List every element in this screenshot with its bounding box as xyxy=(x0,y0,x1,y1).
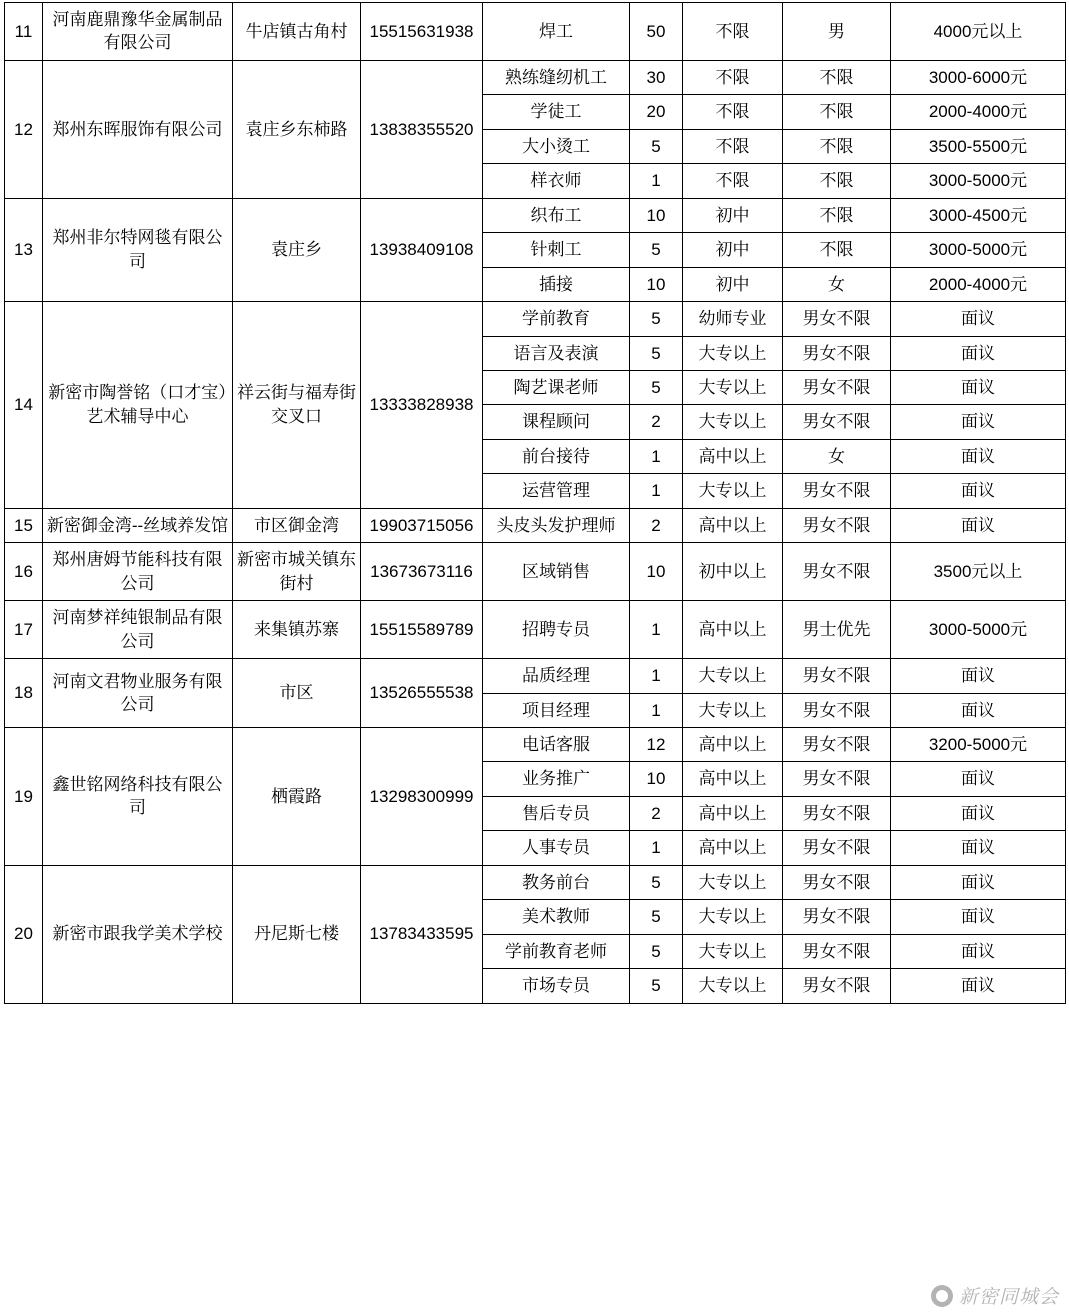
cell-salary: 3000-4500元 xyxy=(891,198,1066,232)
cell-gender: 女 xyxy=(783,267,891,301)
cell-num: 5 xyxy=(630,336,683,370)
cell-num: 20 xyxy=(630,95,683,129)
cell-num: 1 xyxy=(630,601,683,659)
cell-company: 河南梦祥纯银制品有限公司 xyxy=(43,601,233,659)
cell-gender: 男女不限 xyxy=(783,796,891,830)
cell-num: 1 xyxy=(630,693,683,727)
cell-edu: 幼师专业 xyxy=(683,302,783,336)
cell-num: 10 xyxy=(630,543,683,601)
cell-address: 牛店镇古角村 xyxy=(233,3,361,61)
cell-num: 5 xyxy=(630,129,683,163)
cell-no: 20 xyxy=(5,865,43,1003)
cell-job: 电话客服 xyxy=(483,727,630,761)
cell-gender: 不限 xyxy=(783,95,891,129)
table-row xyxy=(5,3,1066,61)
cell-job: 业务推广 xyxy=(483,762,630,796)
cell-company: 郑州东晖服饰有限公司 xyxy=(43,60,233,198)
cell-salary: 面议 xyxy=(891,969,1066,1003)
cell-phone: 13673673116 xyxy=(361,543,483,601)
cell-gender: 男女不限 xyxy=(783,659,891,693)
cell-num: 30 xyxy=(630,60,683,94)
cell-phone: 13938409108 xyxy=(361,198,483,301)
cell-num: 5 xyxy=(630,233,683,267)
cell-gender: 不限 xyxy=(783,233,891,267)
cell-job: 样衣师 xyxy=(483,164,630,198)
cell-job: 美术教师 xyxy=(483,900,630,934)
cell-no: 12 xyxy=(5,60,43,198)
cell-num: 5 xyxy=(630,865,683,899)
cell-salary: 面议 xyxy=(891,762,1066,796)
cell-job: 插接 xyxy=(483,267,630,301)
cell-job: 熟练缝纫机工 xyxy=(483,60,630,94)
cell-phone: 15515589789 xyxy=(361,601,483,659)
cell-num: 1 xyxy=(630,439,683,473)
table-row xyxy=(5,60,1066,94)
cell-no: 11 xyxy=(5,3,43,61)
cell-gender: 男女不限 xyxy=(783,831,891,865)
cell-gender: 男女不限 xyxy=(783,336,891,370)
cell-salary: 3000-5000元 xyxy=(891,233,1066,267)
cell-salary: 面议 xyxy=(891,659,1066,693)
cell-company: 郑州唐姆节能科技有限公司 xyxy=(43,543,233,601)
cell-gender: 男女不限 xyxy=(783,900,891,934)
cell-gender: 男女不限 xyxy=(783,865,891,899)
cell-salary: 面议 xyxy=(891,900,1066,934)
cell-company: 新密市跟我学美术学校 xyxy=(43,865,233,1003)
cell-no: 17 xyxy=(5,601,43,659)
cell-salary: 面议 xyxy=(891,865,1066,899)
cell-no: 14 xyxy=(5,302,43,509)
cell-job: 头皮头发护理师 xyxy=(483,508,630,542)
cell-gender: 男女不限 xyxy=(783,934,891,968)
cell-gender: 男女不限 xyxy=(783,370,891,404)
cell-salary: 面议 xyxy=(891,439,1066,473)
cell-job: 陶艺课老师 xyxy=(483,370,630,404)
cell-salary: 3000-5000元 xyxy=(891,601,1066,659)
cell-no: 18 xyxy=(5,659,43,728)
cell-gender: 男女不限 xyxy=(783,474,891,508)
cell-address: 丹尼斯七楼 xyxy=(233,865,361,1003)
cell-phone: 13838355520 xyxy=(361,60,483,198)
cell-address: 袁庄乡东柿路 xyxy=(233,60,361,198)
cell-edu: 初中 xyxy=(683,233,783,267)
cell-num: 50 xyxy=(630,3,683,61)
cell-num: 10 xyxy=(630,762,683,796)
cell-edu: 不限 xyxy=(683,164,783,198)
cell-gender: 男女不限 xyxy=(783,405,891,439)
cell-salary: 3000-6000元 xyxy=(891,60,1066,94)
cell-salary: 面议 xyxy=(891,474,1066,508)
cell-salary: 面议 xyxy=(891,405,1066,439)
cell-edu: 大专以上 xyxy=(683,693,783,727)
cell-job: 学前教育老师 xyxy=(483,934,630,968)
cell-num: 1 xyxy=(630,474,683,508)
watermark-text: 新密同城会 xyxy=(958,1287,1059,1308)
cell-salary: 2000-4000元 xyxy=(891,267,1066,301)
cell-edu: 高中以上 xyxy=(683,508,783,542)
table-row xyxy=(5,508,1066,542)
cell-num: 10 xyxy=(630,198,683,232)
cell-edu: 不限 xyxy=(683,95,783,129)
cell-job: 前台接待 xyxy=(483,439,630,473)
cell-job: 针刺工 xyxy=(483,233,630,267)
table-row xyxy=(5,601,1066,659)
cell-job: 课程顾问 xyxy=(483,405,630,439)
cell-job: 大小烫工 xyxy=(483,129,630,163)
cell-job: 教务前台 xyxy=(483,865,630,899)
table-row xyxy=(5,543,1066,601)
cell-num: 5 xyxy=(630,969,683,1003)
cell-salary: 3200-5000元 xyxy=(891,727,1066,761)
cell-salary: 面议 xyxy=(891,336,1066,370)
cell-address: 市区 xyxy=(233,659,361,728)
cell-gender: 男女不限 xyxy=(783,762,891,796)
cell-edu: 高中以上 xyxy=(683,831,783,865)
cell-edu: 大专以上 xyxy=(683,336,783,370)
cell-gender: 男女不限 xyxy=(783,727,891,761)
watermark-logo-icon xyxy=(931,1285,953,1307)
cell-edu: 高中以上 xyxy=(683,762,783,796)
cell-no: 13 xyxy=(5,198,43,301)
cell-no: 19 xyxy=(5,727,43,865)
cell-num: 1 xyxy=(630,831,683,865)
cell-num: 2 xyxy=(630,508,683,542)
cell-job: 织布工 xyxy=(483,198,630,232)
cell-edu: 高中以上 xyxy=(683,439,783,473)
cell-job: 品质经理 xyxy=(483,659,630,693)
table-row xyxy=(5,727,1066,761)
cell-gender: 不限 xyxy=(783,164,891,198)
cell-job: 语言及表演 xyxy=(483,336,630,370)
cell-salary: 3000-5000元 xyxy=(891,164,1066,198)
cell-edu: 大专以上 xyxy=(683,474,783,508)
cell-edu: 不限 xyxy=(683,60,783,94)
cell-num: 5 xyxy=(630,900,683,934)
cell-company: 河南鹿鼎豫华金属制品有限公司 xyxy=(43,3,233,61)
cell-edu: 初中以上 xyxy=(683,543,783,601)
cell-num: 1 xyxy=(630,659,683,693)
table-row xyxy=(5,198,1066,232)
table-row xyxy=(5,302,1066,336)
cell-job: 售后专员 xyxy=(483,796,630,830)
cell-edu: 大专以上 xyxy=(683,969,783,1003)
watermark xyxy=(931,1282,1059,1309)
cell-edu: 大专以上 xyxy=(683,659,783,693)
cell-address: 来集镇苏寨 xyxy=(233,601,361,659)
cell-job: 区域销售 xyxy=(483,543,630,601)
cell-job: 焊工 xyxy=(483,3,630,61)
cell-edu: 高中以上 xyxy=(683,727,783,761)
cell-address: 市区御金湾 xyxy=(233,508,361,542)
table-row xyxy=(5,659,1066,693)
cell-gender: 男女不限 xyxy=(783,508,891,542)
cell-job: 项目经理 xyxy=(483,693,630,727)
cell-gender: 男 xyxy=(783,3,891,61)
cell-job: 学前教育 xyxy=(483,302,630,336)
cell-num: 5 xyxy=(630,370,683,404)
cell-num: 2 xyxy=(630,796,683,830)
cell-gender: 男女不限 xyxy=(783,302,891,336)
cell-edu: 大专以上 xyxy=(683,934,783,968)
cell-num: 5 xyxy=(630,302,683,336)
cell-gender: 男女不限 xyxy=(783,693,891,727)
cell-edu: 高中以上 xyxy=(683,601,783,659)
cell-edu: 高中以上 xyxy=(683,796,783,830)
cell-company: 郑州非尔特网毯有限公司 xyxy=(43,198,233,301)
cell-gender: 不限 xyxy=(783,129,891,163)
cell-salary: 面议 xyxy=(891,302,1066,336)
cell-address: 栖霞路 xyxy=(233,727,361,865)
cell-edu: 初中 xyxy=(683,198,783,232)
cell-salary: 面议 xyxy=(891,796,1066,830)
cell-num: 2 xyxy=(630,405,683,439)
cell-job: 人事专员 xyxy=(483,831,630,865)
cell-company: 新密市陶誉铭（口才宝）艺术辅导中心 xyxy=(43,302,233,509)
cell-gender: 女 xyxy=(783,439,891,473)
table-body xyxy=(5,3,1066,1004)
cell-salary: 面议 xyxy=(891,934,1066,968)
cell-num: 1 xyxy=(630,164,683,198)
cell-address: 祥云街与福寿街交叉口 xyxy=(233,302,361,509)
cell-phone: 15515631938 xyxy=(361,3,483,61)
cell-job: 招聘专员 xyxy=(483,601,630,659)
cell-salary: 2000-4000元 xyxy=(891,95,1066,129)
cell-company: 新密御金湾--丝域养发馆 xyxy=(43,508,233,542)
cell-job: 学徒工 xyxy=(483,95,630,129)
cell-gender: 男士优先 xyxy=(783,601,891,659)
cell-salary: 面议 xyxy=(891,370,1066,404)
cell-no: 15 xyxy=(5,508,43,542)
cell-job: 市场专员 xyxy=(483,969,630,1003)
cell-salary: 3500-5500元 xyxy=(891,129,1066,163)
job-listing-table xyxy=(4,2,1066,1004)
cell-no: 16 xyxy=(5,543,43,601)
table-row xyxy=(5,865,1066,899)
cell-num: 12 xyxy=(630,727,683,761)
cell-address: 袁庄乡 xyxy=(233,198,361,301)
cell-gender: 男女不限 xyxy=(783,543,891,601)
cell-phone: 13783433595 xyxy=(361,865,483,1003)
cell-edu: 大专以上 xyxy=(683,900,783,934)
cell-edu: 不限 xyxy=(683,3,783,61)
cell-salary: 面议 xyxy=(891,508,1066,542)
cell-phone: 13298300999 xyxy=(361,727,483,865)
cell-phone: 13333828938 xyxy=(361,302,483,509)
cell-gender: 男女不限 xyxy=(783,969,891,1003)
cell-salary: 面议 xyxy=(891,831,1066,865)
cell-num: 10 xyxy=(630,267,683,301)
cell-edu: 不限 xyxy=(683,129,783,163)
cell-phone: 19903715056 xyxy=(361,508,483,542)
cell-edu: 大专以上 xyxy=(683,370,783,404)
cell-company: 河南文君物业服务有限公司 xyxy=(43,659,233,728)
cell-salary: 4000元以上 xyxy=(891,3,1066,61)
cell-salary: 3500元以上 xyxy=(891,543,1066,601)
cell-gender: 不限 xyxy=(783,60,891,94)
cell-company: 鑫世铭网络科技有限公司 xyxy=(43,727,233,865)
cell-salary: 面议 xyxy=(891,693,1066,727)
cell-edu: 大专以上 xyxy=(683,405,783,439)
cell-edu: 初中 xyxy=(683,267,783,301)
cell-gender: 不限 xyxy=(783,198,891,232)
cell-address: 新密市城关镇东街村 xyxy=(233,543,361,601)
cell-edu: 大专以上 xyxy=(683,865,783,899)
cell-num: 5 xyxy=(630,934,683,968)
cell-job: 运营管理 xyxy=(483,474,630,508)
cell-phone: 13526555538 xyxy=(361,659,483,728)
